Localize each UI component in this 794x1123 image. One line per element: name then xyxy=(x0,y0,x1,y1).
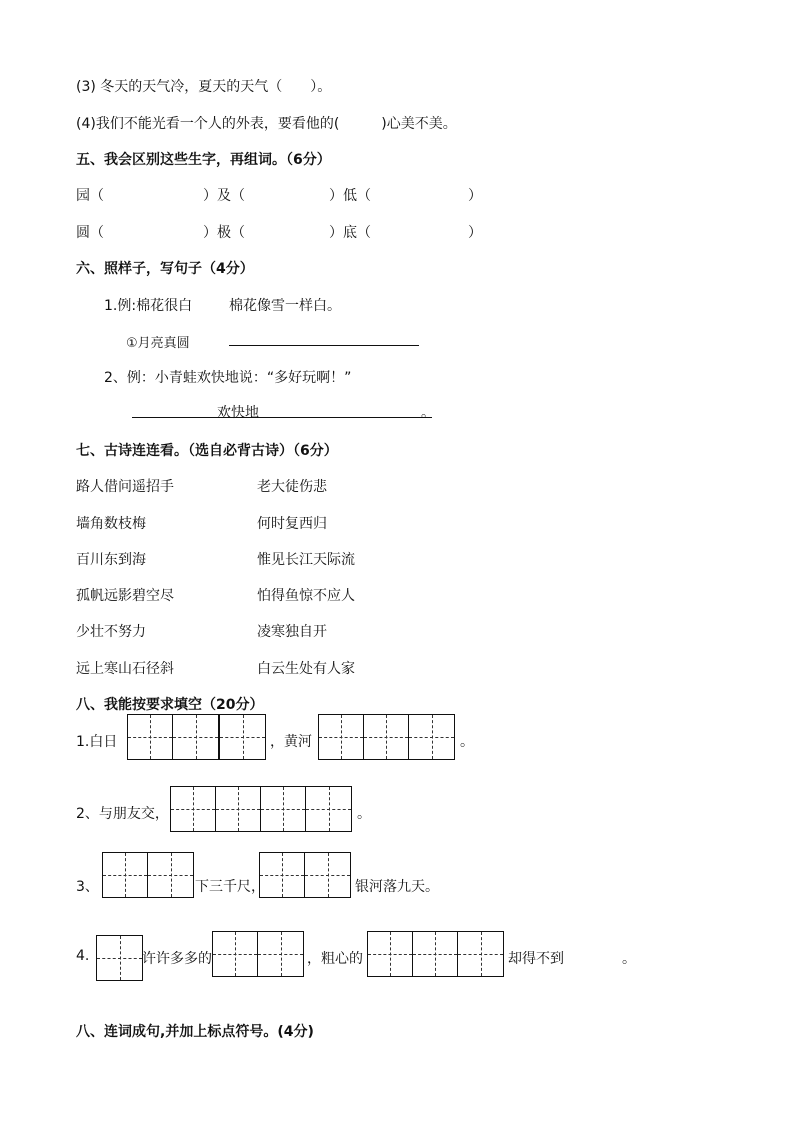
row2-part-2: ）极（ xyxy=(203,225,245,241)
answer-line-2[interactable] xyxy=(132,417,432,418)
fill-2-end: 。 xyxy=(357,806,371,822)
section-5-heading: 五、我会区别这些生字，再组词。（6分） xyxy=(76,152,331,168)
section-6-heading: 六、照样子，写句子（4分） xyxy=(76,261,254,277)
example-1-left: 1.例:棉花很白 xyxy=(104,298,193,314)
section-9-heading: 八、连词成句,并加上标点符号。(4分) xyxy=(76,1024,314,1040)
row1-part-2: ）及（ xyxy=(203,188,245,204)
writing-grid[interactable] xyxy=(102,852,194,898)
fill-4-text-1: 许许多多的 xyxy=(142,951,212,967)
poem-right-item[interactable]: 怕得鱼惊不应人 xyxy=(257,588,355,604)
row1-part-1: 园（ xyxy=(76,188,104,204)
poem-left-item[interactable]: 孤帆远影碧空尽 xyxy=(76,588,174,604)
row2-part-3: ）底（ xyxy=(329,225,371,241)
writing-grid[interactable] xyxy=(259,852,351,898)
poem-right-item[interactable]: 凌寒独自开 xyxy=(257,624,327,640)
fill-3-prefix: 3、 xyxy=(76,879,99,895)
question-3: (3) 冬天的天气冷，夏天的天气（ ）。 xyxy=(76,79,332,95)
task-1-prompt: ①月亮真圆 xyxy=(126,336,190,351)
fill-2-prefix: 2、与朋友交， xyxy=(76,806,169,822)
writing-grid[interactable] xyxy=(96,935,143,981)
row2-part-4: ） xyxy=(468,225,482,241)
poem-right-item[interactable]: 白云生处有人家 xyxy=(257,661,355,677)
writing-grid[interactable] xyxy=(127,714,219,760)
poem-left-item[interactable]: 路人借问遥招手 xyxy=(76,479,174,495)
writing-grid[interactable] xyxy=(367,931,504,977)
row2-part-1: 圆（ xyxy=(76,225,104,241)
writing-grid[interactable] xyxy=(170,786,352,832)
fill-1-middle: ，黄河 xyxy=(270,734,312,750)
poem-right-item[interactable]: 老大徒伤悲 xyxy=(257,479,327,495)
fill-4-prefix: 4. xyxy=(76,948,90,964)
question-4: (4)我们不能光看一个人的外表，要看他的( )心美不美。 xyxy=(76,116,457,132)
fill-4-end: 。 xyxy=(622,951,636,967)
fill-4-text-2: ，粗心的 xyxy=(307,951,363,967)
example-2-end: 。 xyxy=(421,405,435,421)
fill-4-text-3: 却得不到 xyxy=(508,951,564,967)
writing-grid[interactable] xyxy=(318,714,455,760)
row1-part-3: ）低（ xyxy=(329,188,371,204)
example-2: 2、例：小青蛙欢快地说：“多好玩啊！” xyxy=(104,370,352,386)
fill-1-end: 。 xyxy=(460,734,474,750)
poem-right-item[interactable]: 惟见长江天际流 xyxy=(257,552,355,568)
writing-grid[interactable] xyxy=(219,714,266,760)
fill-1-prefix: 1.白日 xyxy=(76,734,118,750)
row1-part-4: ） xyxy=(468,188,482,204)
poem-right-item[interactable]: 何时复西归 xyxy=(257,516,327,532)
example-2-middle: 欢快地 xyxy=(217,405,259,421)
poem-left-item[interactable]: 远上寒山石径斜 xyxy=(76,661,174,677)
poem-left-item[interactable]: 墙角数枝梅 xyxy=(76,516,146,532)
poem-left-item[interactable]: 百川东到海 xyxy=(76,552,146,568)
example-1-right: 棉花像雪一样白。 xyxy=(229,298,341,314)
fill-3-middle: 下三千尺， xyxy=(195,879,265,895)
answer-line-1[interactable] xyxy=(229,345,419,346)
poem-left-item[interactable]: 少壮不努力 xyxy=(76,624,146,640)
writing-grid[interactable] xyxy=(212,931,304,977)
fill-3-end: 银河落九天。 xyxy=(355,879,439,895)
section-7-heading: 七、古诗连连看。（选自必背古诗）（6分） xyxy=(76,443,338,459)
section-8-heading: 八、我能按要求填空（20分） xyxy=(76,697,264,713)
